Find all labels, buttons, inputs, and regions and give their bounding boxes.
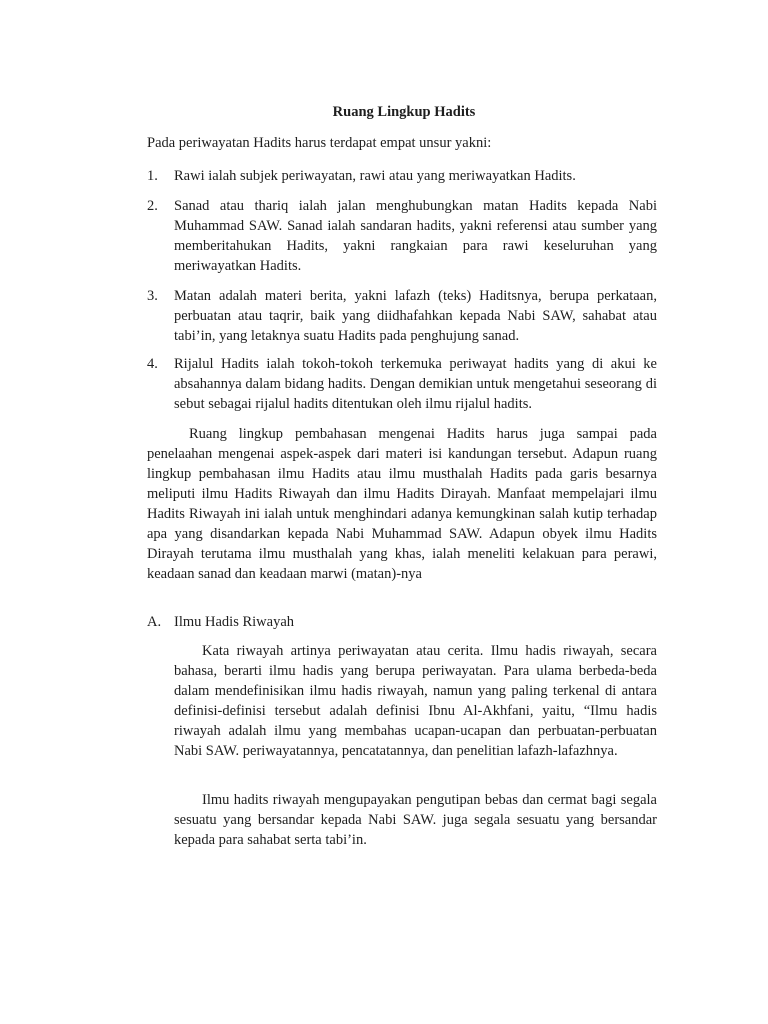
section-paragraph-1: Kata riwayah artinya periwayatan atau cerita. Ilmu hadis riwayah, secara bahasa, berarti ilmu hadis yang berupa periwayatan. Para ulama berbeda-beda dalam mendefinisikan ilmu hadis riwayah, namun yang paling terkenal di antara definisi-definisi tersebut adalah definisi Ibnu Al-Akhfani, yaitu, “Ilmu hadis riwayah adalah ilmu yang membahas ucapan-ucapan dan perbuatan-perbuatan Nabi SAW. periwayatannya, pencatatannya, dan penelitian lafazh-lafazhnya. — [174, 643, 657, 759]
intro-text: Pada periwayatan Hadits harus terdapat empat unsur yakni: — [147, 135, 492, 151]
list-item-number: 2. — [147, 198, 158, 214]
list-item-number: 3. — [147, 288, 158, 304]
section-heading — [147, 612, 657, 632]
list-item — [147, 196, 657, 276]
list-item-text: Rawi ialah subjek periwayatan, rawi atau yang meriwayatkan Hadits. — [174, 168, 576, 184]
document-title: Ruang Lingkup Hadits — [332, 104, 476, 120]
section-paragraph-2: Ilmu hadits riwayah mengupayakan pengutipan bebas dan cermat bagi segala sesuatu yang bersandar kepada Nabi SAW. juga segala sesuatu yang bersandar kepada para sahabat serta tabi’in. — [174, 792, 657, 848]
list-item — [147, 166, 657, 186]
section-label: A. — [147, 614, 162, 630]
section-title: Ilmu Hadis Riwayah — [174, 614, 295, 630]
list-item — [147, 286, 657, 346]
list-item-number: 1. — [147, 168, 158, 184]
list-item-text: Matan adalah materi berita, yakni lafazh (teks) Haditsnya, berupa perkataan, perbuatan atau taqrir, baik yang diidhafahkan kepada Nabi SAW, sahabat atau tabi’in, yang letaknya suatu Hadits pada penghujung sanad. — [174, 288, 657, 344]
list-item — [147, 354, 657, 414]
main-paragraph: Ruang lingkup pembahasan mengenai Hadits harus juga sampai pada penelaahan mengenai aspek-aspek dari materi isi kandungan tersebut. Adapun ruang lingkup pembahasan ilmu Hadits atau ilmu musthalah Hadits pada garis besarnya meliputi ilmu Hadits Riwayah dan ilmu Hadits Dirayah. Manfaat mempelajari ilmu Hadits Riwayah ini ialah untuk menghindari adanya kemungkinan salah kutip terhadap apa yang disandarkan kepada Nabi Muhammad SAW. Adapun obyek ilmu Hadits Dirayah terutama ilmu musthalah yang khas, ialah meneliti kelakuan para perawi, keadaan sanad dan keadaan marwi (matan)-nya — [147, 426, 657, 582]
list-item-number: 4. — [147, 356, 158, 372]
list-item-text: Sanad atau thariq ialah jalan menghubungkan matan Hadits kepada Nabi Muhammad SAW. Sanad ialah sandaran hadits, yakni referensi atau sumber yang memberitahukan Hadits, yakni rangkaian para rawi keseluruhan yang meriwayatkan Hadits. — [174, 198, 657, 274]
list-item-text: Rijalul Hadits ialah tokoh-tokoh terkemuka periwayat hadits yang di akui ke absahannya dalam bidang hadits. Dengan demikian untuk mengetahui seseorang di sebut sebagai rijalul hadits ditentukan oleh ilmu rijalul hadits. — [174, 356, 657, 412]
